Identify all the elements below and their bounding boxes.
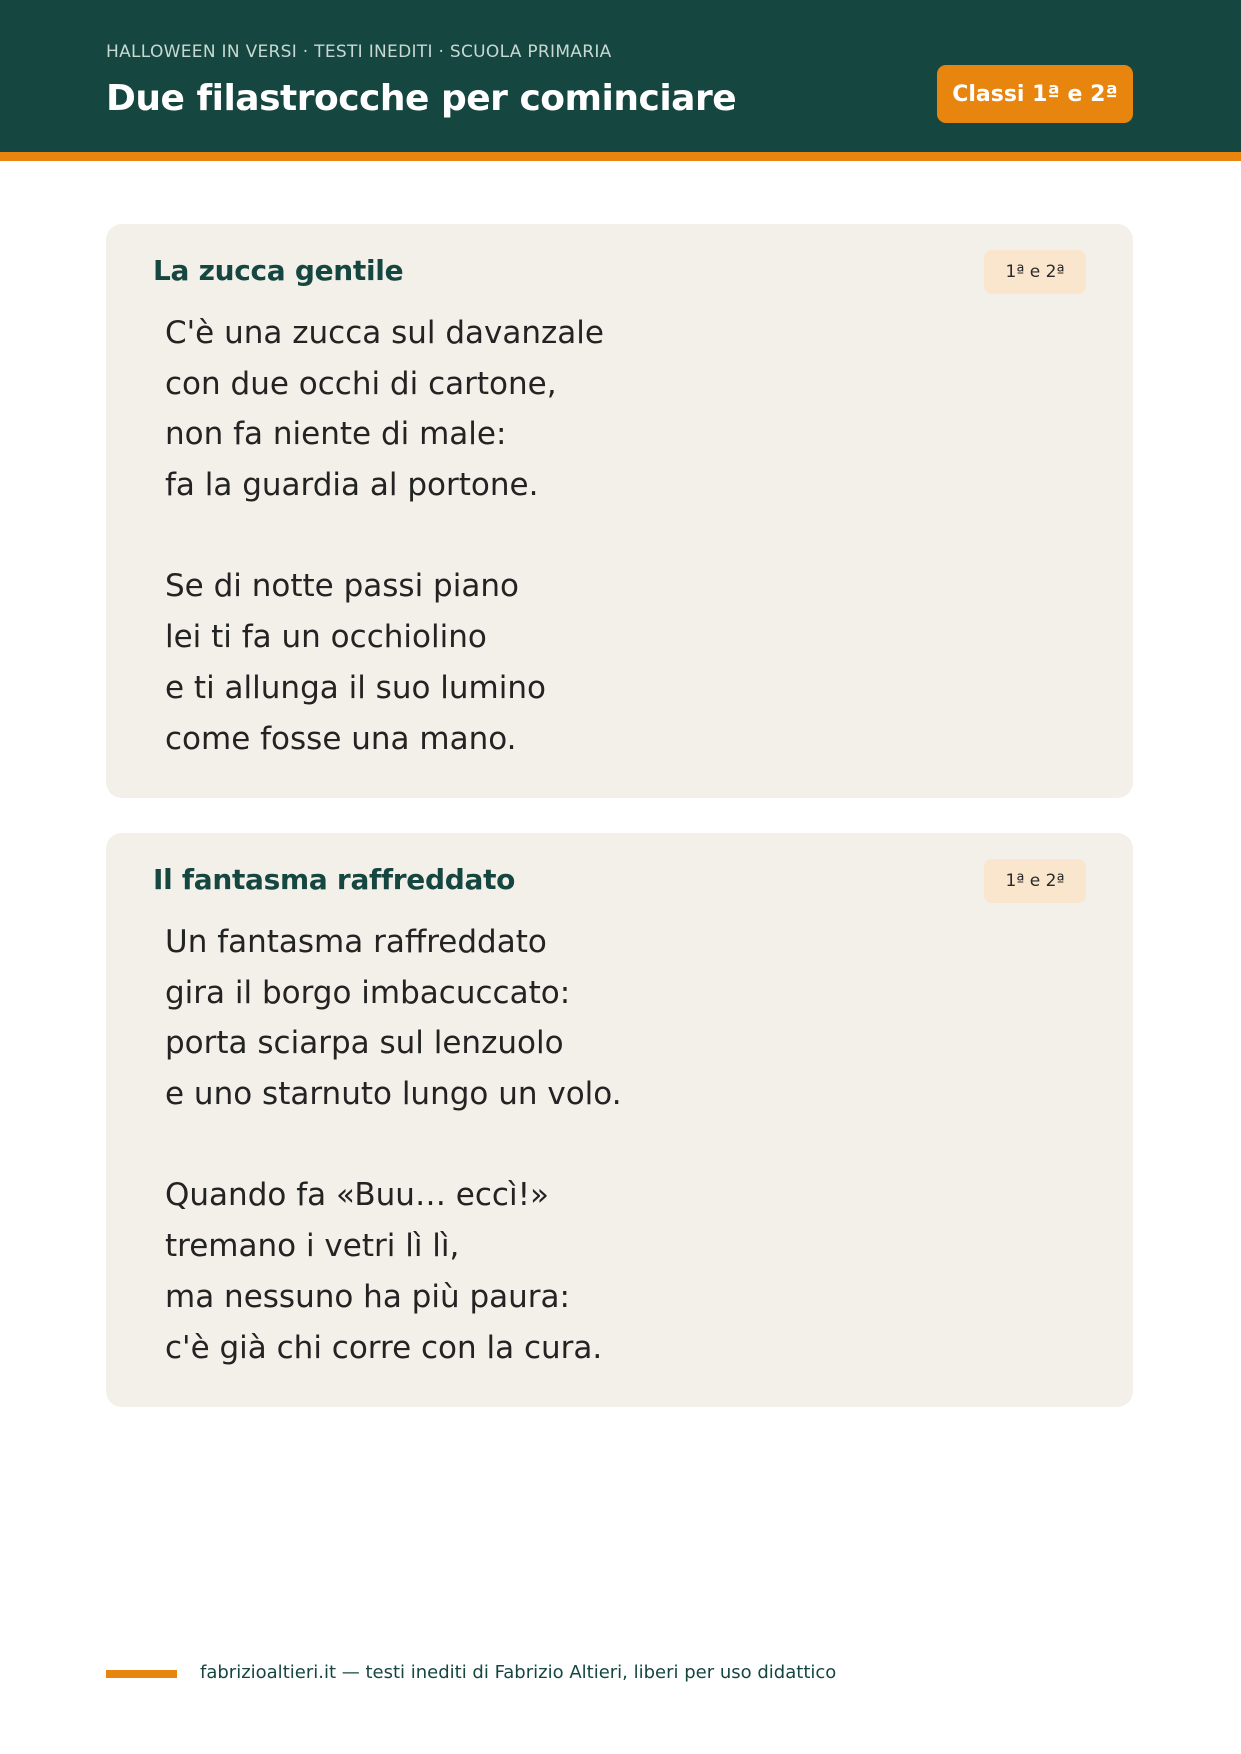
poem-title: La zucca gentile xyxy=(153,254,404,287)
footer-credit: fabrizioaltieri.it — testi inediti di Fabrizio Altieri, liberi per uso didattico xyxy=(200,1662,837,1683)
poem-verse: tremano i vetri lì lì, xyxy=(165,1228,460,1265)
poem-body xyxy=(165,308,604,764)
grade-badge: 1ª e 2ª xyxy=(984,859,1086,903)
header-accent-rule xyxy=(0,152,1241,161)
poem-verse: non fa niente di male: xyxy=(165,416,507,453)
grade-badge: 1ª e 2ª xyxy=(984,250,1086,294)
stanza-gap xyxy=(165,1120,622,1171)
poem-verse: gira il borgo imbacuccato: xyxy=(165,974,571,1011)
poem-verse: C'è una zucca sul davanzale xyxy=(165,315,604,351)
poem-verse: fa la guardia al portone. xyxy=(165,467,539,504)
footer-accent-rule xyxy=(106,1670,177,1678)
poem-title: Il fantasma raffreddato xyxy=(153,863,516,896)
poem-verse: Se di notte passi piano xyxy=(165,568,519,605)
page-title: Due filastrocche per cominciare xyxy=(106,78,737,119)
poem-verse: porta sciarpa sul lenzuolo xyxy=(165,1025,564,1062)
poem-card-zucca xyxy=(106,224,1133,798)
stanza-gap xyxy=(165,511,604,562)
poem-verse: e uno starnuto lungo un volo. xyxy=(165,1076,622,1113)
poem-verse: Quando fa «Buu… eccì!» xyxy=(165,1177,549,1214)
poem-verse: con due occhi di cartone, xyxy=(165,365,557,402)
page-header xyxy=(0,0,1241,152)
poem-verse: come fosse una mano. xyxy=(165,720,517,757)
class-badge: Classi 1ª e 2ª xyxy=(937,65,1133,123)
header-kicker: HALLOWEEN IN VERSI · TESTI INEDITI · SCUOLA PRIMARIA xyxy=(106,42,612,62)
poem-verse: Un fantasma raffreddato xyxy=(165,924,547,960)
poem-verse: ma nessuno ha più paura: xyxy=(165,1278,570,1315)
poem-verse: c'è già chi corre con la cura. xyxy=(165,1329,603,1366)
poem-verse: e ti allunga il suo lumino xyxy=(165,669,546,706)
poem-verse: lei ti fa un occhiolino xyxy=(165,619,487,656)
poem-card-fantasma xyxy=(106,833,1133,1407)
poem-body xyxy=(165,917,622,1373)
